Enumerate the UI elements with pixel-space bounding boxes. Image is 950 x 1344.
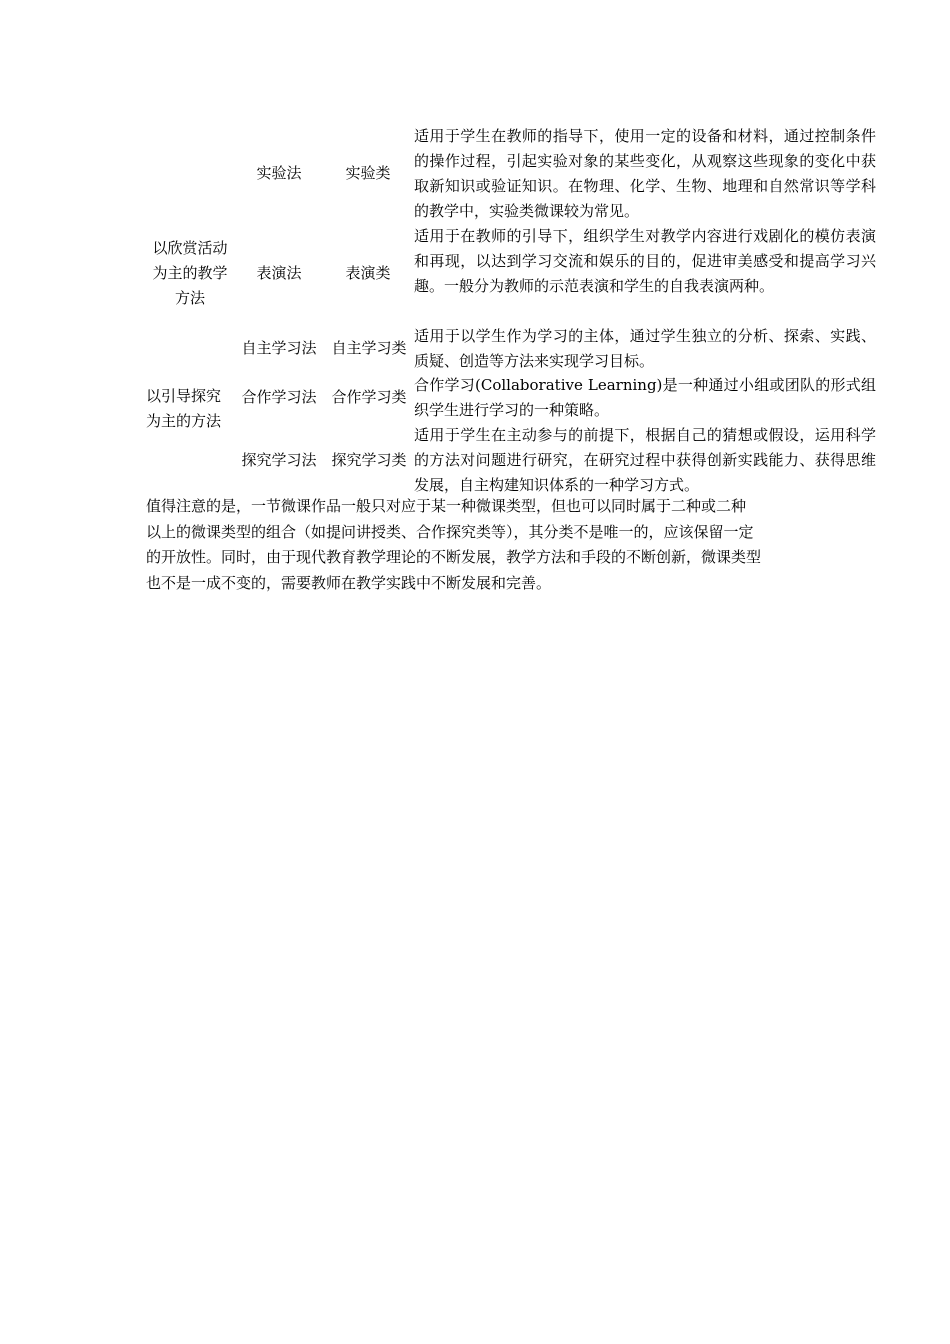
method-cell: 实验法 xyxy=(256,164,302,182)
paragraph-line: 值得注意的是，一节微课作品一般只对应于某一种微课类型，但也可以同时属于二种或二种 xyxy=(146,497,747,515)
paragraph-line: 的开放性。同时，由于现代教育教学理论的不断发展，教学方法和手段的不断创新，微课类型 xyxy=(146,548,762,566)
description-cell: 适用于学生在主动参与的前提下，根据自己的猜想或假设，运用科学的方法对问题进行研究，在研究过程中获得创新实践能力、获得思维发展，自主构建知识体系的一种学习方式。 xyxy=(414,426,876,494)
group-label-appreciation: 以欣赏活动为主的教学方法 xyxy=(152,239,228,307)
category-cell: 自主学习类 xyxy=(331,339,407,357)
paragraph-line: 也不是一成不变的，需要教师在教学实践中不断发展和完善。 xyxy=(146,573,552,592)
description-cell: 适用于学生在教师的指导下，使用一定的设备和材料，通过控制条件的操作过程，引起实验对象的某些变化，从观察这些现象的变化中获取新知识或验证知识。在物理、化学、生物、地理和自然常识等学科的教学中，实验类微课较为常见。 xyxy=(414,127,876,220)
category-cell: 合作学习类 xyxy=(331,388,407,406)
method-cell: 探究学习法 xyxy=(241,451,317,469)
method-cell: 表演法 xyxy=(256,264,302,282)
category-cell: 表演类 xyxy=(345,264,391,282)
method-cell: 自主学习法 xyxy=(241,339,317,357)
category-cell: 实验类 xyxy=(345,164,391,182)
category-cell: 探究学习类 xyxy=(331,451,407,469)
description-cell: 适用于以学生作为学习的主体，通过学生独立的分析、探索、实践、质疑、创造等方法来实现学习目标。 xyxy=(414,327,876,370)
paragraph-line: 以上的微课类型的组合（如提问讲授类、合作探究类等），其分类不是唯一的，应该保留一定 xyxy=(146,522,754,541)
group-label-inquiry: 以引导探究为主的方法 xyxy=(146,387,222,430)
description-cell: 合作学习(Collaborative Learning)是一种通过小组或团队的形式组织学生进行学习的一种策略。 xyxy=(414,376,876,419)
description-cell: 适用于在教师的引导下，组织学生对教学内容进行戏剧化的模仿表演和再现，以达到学习交流和娱乐的目的，促进审美感受和提高学习兴趣。一般分为教师的示范表演和学生的自我表演两种。 xyxy=(414,227,876,295)
note-paragraph xyxy=(146,494,810,596)
method-cell: 合作学习法 xyxy=(241,388,317,406)
